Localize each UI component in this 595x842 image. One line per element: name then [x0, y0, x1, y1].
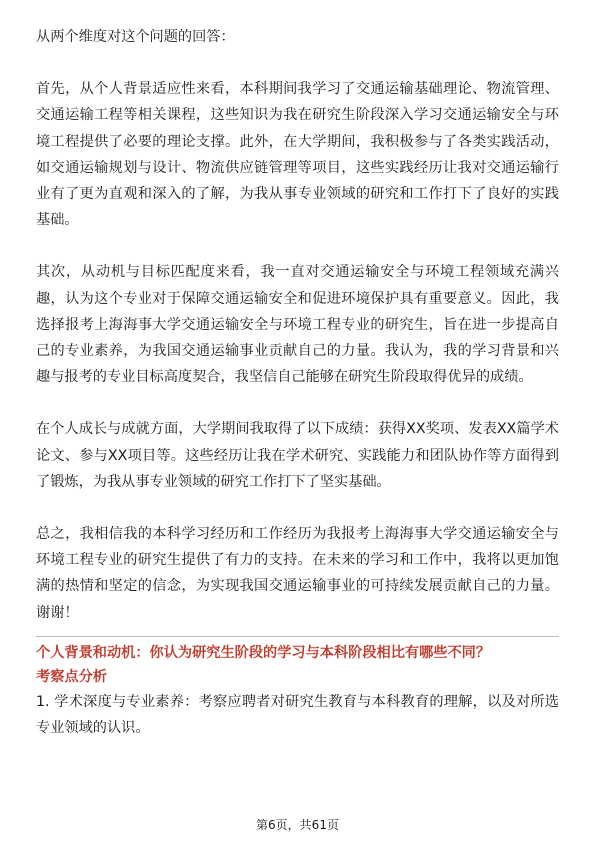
analysis-heading: 考察点分析 — [36, 668, 107, 685]
page-number: 第6页，共61页 — [256, 818, 339, 832]
question-heading: 个人背景和动机：你认为研究生阶段的学习与本科阶段相比有哪些不同？ — [36, 644, 491, 661]
paragraph-achievements: 在个人成长与成就方面，大学期间我取得了以下成绩：获得XX奖项、发表XX篇学术论文、参与XX项目等。这些经历让我在学术研究、实践能力和团队协作等方面得到了锻炼，为我从事专业领域的研究工作打下了坚实基础。 — [36, 421, 559, 490]
analysis-point: 1. 学术深度与专业素养：考察应聘者对研究生教育与本科教育的理解，以及对所选专业领域的认识。 — [36, 693, 559, 736]
page-content — [36, 24, 559, 741]
paragraph-motivation: 其次，从动机与目标匹配度来看，我一直对交通运输安全与环境工程领域充满兴趣，认为这个专业对于保障交通运输安全和促进环境保护具有重要意义。因此，我选择报考上海海事大学交通运输安全与环境工程专业的研究生，旨在进一步提高自己的专业素养，为我国交通运输事业贡献自己的力量。我认为，我的学习背景和兴趣与报考的专业目标高度契合，我坚信自己能够在研究生阶段取得优异的成绩。 — [36, 264, 559, 386]
intro-line: 从两个维度对这个问题的回答： — [36, 29, 235, 45]
section-divider — [36, 636, 559, 637]
paragraph-background: 首先，从个人背景适应性来看，本科期间我学习了交通运输基础理论、物流管理、交通运输工程等相关课程，这些知识为我在研究生阶段深入学习交通运输安全与环境工程提供了必要的理论支撑。此外，在大学期间，我积极参与了各类实践活动，如交通运输规划与设计、物流供应链管理等项目，这些实践经历让我对交通运输行业有了更为直观和深入的了解，为我从事专业领域的研究和工作打下了良好的实践基础。 — [36, 81, 559, 229]
paragraph-conclusion: 总之，我相信我的本科学习经历和工作经历为我报考上海海事大学交通运输安全与环境工程专业的研究生提供了有力的支持。在未来的学习和工作中，我将以更加饱满的热情和坚定的信念，为实现我国交通运输事业的可持续发展贡献自己的力量。谢谢！ — [36, 526, 559, 621]
